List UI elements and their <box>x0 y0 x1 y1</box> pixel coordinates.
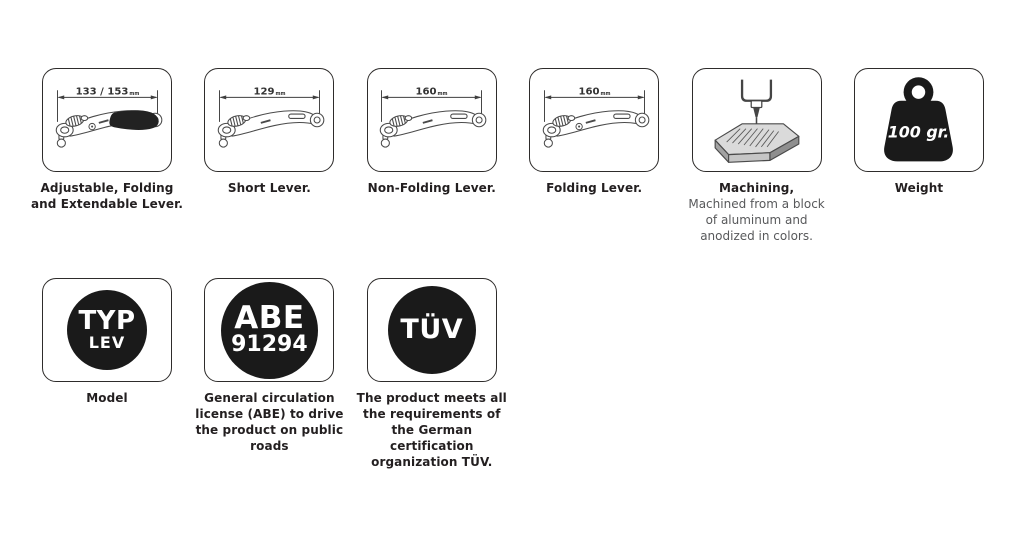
feature-card <box>42 278 172 382</box>
feature-non-folding-lever <box>367 68 497 244</box>
feature-row-top <box>30 68 984 244</box>
feature-label: Machining, Machined from a block of aluminum and anodized in colors. <box>688 181 825 243</box>
tuv-badge-icon: TÜV <box>388 286 476 374</box>
feature-abe-license <box>195 278 344 470</box>
feature-label: Weight <box>894 181 944 195</box>
feature-label: Model <box>86 391 128 405</box>
feature-label: Non-Folding Lever. <box>367 181 496 195</box>
feature-adjustable-lever <box>30 68 184 244</box>
feature-model <box>42 278 172 470</box>
dimension-label: 160mm <box>578 86 611 98</box>
feature-card <box>204 68 334 172</box>
feature-machining <box>688 68 825 244</box>
abe-badge-icon: ABE 91294 <box>221 282 318 379</box>
feature-card <box>692 68 822 172</box>
feature-label: Adjustable, Folding and Extendable Lever. <box>30 181 184 211</box>
weight-value-label: 100 gr. <box>888 122 950 142</box>
feature-card <box>42 68 172 172</box>
dimension-label: 160mm <box>415 86 448 98</box>
feature-tuv-certification <box>356 278 507 470</box>
dimension-label: 133 / 153mm <box>75 86 139 98</box>
dimension-label: 129mm <box>253 86 286 98</box>
feature-card <box>204 278 334 382</box>
feature-short-lever <box>204 68 334 244</box>
weight-icon <box>855 70 982 170</box>
feature-folding-lever <box>529 68 659 244</box>
feature-label: Short Lever. <box>227 181 311 195</box>
non-folding-lever-diagram-icon <box>368 70 495 170</box>
folding-lever-diagram-icon <box>531 70 658 170</box>
typ-lev-badge-icon: TYP LEV <box>67 290 147 370</box>
feature-card <box>367 278 497 382</box>
feature-card <box>367 68 497 172</box>
feature-row-bottom <box>42 278 507 470</box>
feature-card <box>854 68 984 172</box>
milling-machine-icon <box>693 70 820 170</box>
feature-label: The product meets all the requirements of the German certification organization TÜV. <box>356 391 507 469</box>
feature-card <box>529 68 659 172</box>
feature-label: Folding Lever. <box>546 181 643 195</box>
feature-label: General circulation license (ABE) to drive the product on public roads <box>195 391 344 453</box>
adjustable-lever-diagram-icon <box>44 70 171 170</box>
short-lever-diagram-icon <box>206 70 333 170</box>
feature-weight <box>854 68 984 244</box>
